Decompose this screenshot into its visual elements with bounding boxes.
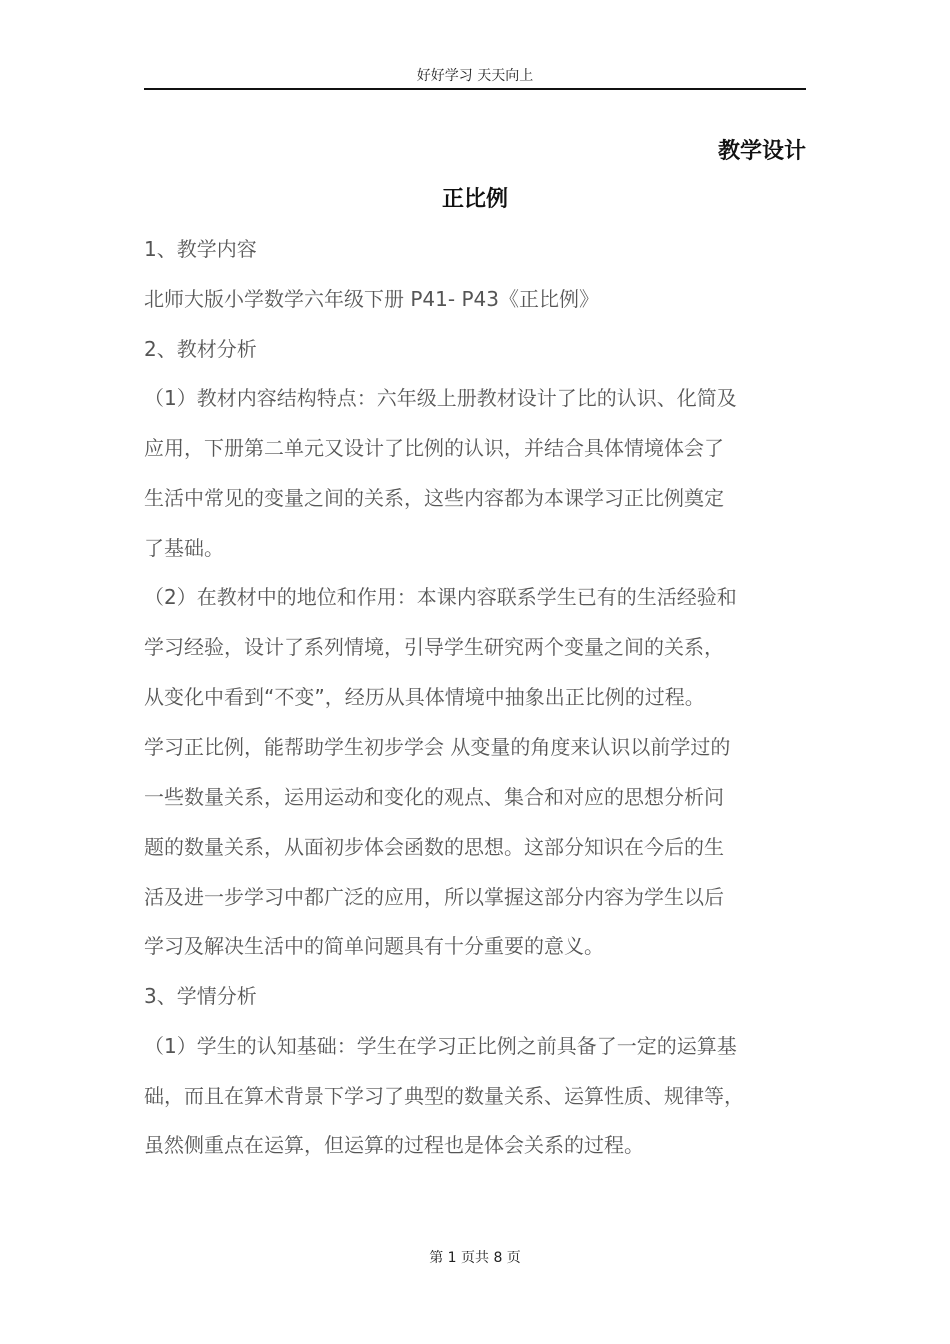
section-heading-3: 3、学情分析 (144, 984, 257, 1008)
text-line: 学习及解决生活中的简单问题具有十分重要的意义。 (144, 934, 604, 958)
text-line: （1）教材内容结构特点：六年级上册教材设计了比的认识、化简及 (144, 386, 737, 410)
text-line: 虽然侧重点在运算，但运算的过程也是体会关系的过程。 (144, 1133, 644, 1157)
page-header: 好好学习 天天向上 (416, 68, 534, 84)
text-line: 学习正比例，能帮助学生初步学会 从变量的角度来认识以前学过的 (144, 735, 731, 759)
text-line: 学习经验，设计了系列情境，引导学生研究两个变量之间的关系， (144, 635, 724, 659)
text-line: 活及进一步学习中都广泛的应用，所以掌握这部分内容为学生以后 (144, 885, 724, 909)
text-line: 生活中常见的变量之间的关系，这些内容都为本课学习正比例奠定 (144, 486, 724, 510)
text-line: 础，而且在算术背景下学习了典型的数量关系、运算性质、规律等， (144, 1084, 744, 1108)
text-line: 北师大版小学数学六年级下册 P41- P43《正比例》 (144, 287, 599, 311)
text-line: 应用，下册第二单元又设计了比例的认识，并结合具体情境体会了 (144, 436, 724, 460)
section-heading-1: 1、教学内容 (144, 237, 257, 261)
text-line: 题的数量关系，从面初步体会函数的思想。这部分知识在今后的生 (144, 835, 724, 859)
page-number-footer: 第 1 页共 8 页 (429, 1250, 521, 1266)
header-divider (144, 88, 806, 90)
text-line: （1）学生的认知基础：学生在学习正比例之前具备了一定的运算基 (144, 1034, 737, 1058)
text-line: 一些数量关系，运用运动和变化的观点、集合和对应的思想分析问 (144, 785, 724, 809)
document-type-label: 教学设计 (717, 139, 806, 164)
section-heading-2: 2、教材分析 (144, 337, 257, 361)
page-title: 正比例 (441, 187, 508, 212)
text-line: （2）在教材中的地位和作用：本课内容联系学生已有的生活经验和 (144, 585, 737, 609)
text-line: 从变化中看到“不变”，经历从具体情境中抽象出正比例的过程。 (144, 685, 705, 709)
text-line: 了基础。 (144, 536, 224, 560)
